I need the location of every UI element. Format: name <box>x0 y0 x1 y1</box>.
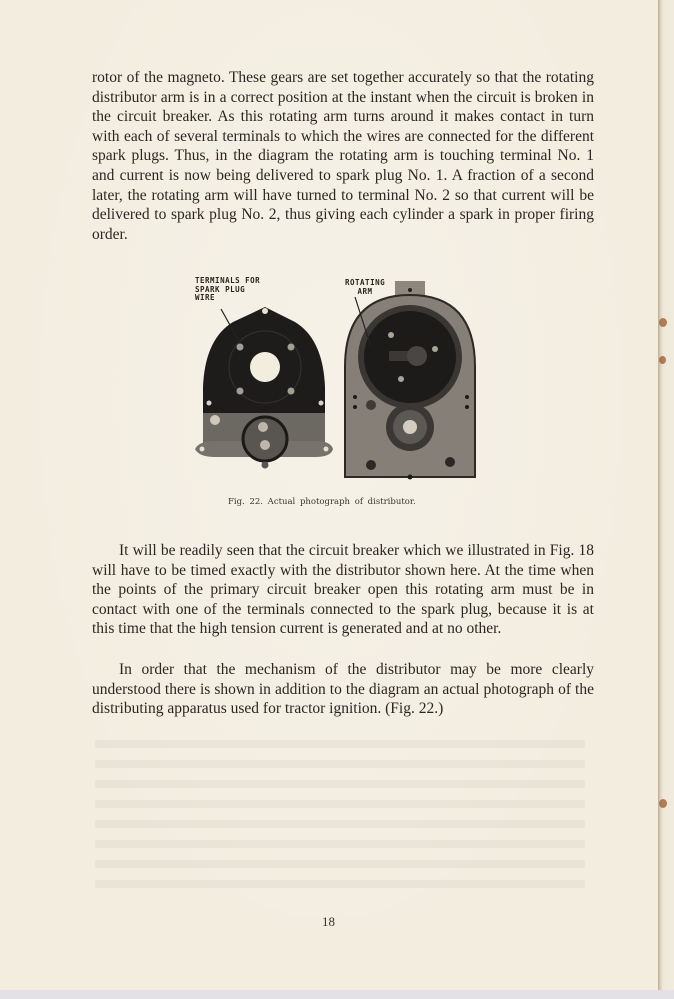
paragraph-mechanism <box>92 660 594 719</box>
rust-stain <box>659 356 666 364</box>
book-gutter <box>658 0 674 990</box>
rust-stain <box>659 318 667 327</box>
label-line: SPARK PLUG <box>195 284 246 294</box>
distributor-gear-housing <box>345 278 475 480</box>
scan-border <box>0 990 674 999</box>
label-line: TERMINALS FOR <box>195 276 261 285</box>
paragraph-text: In order that the mechanism of the distributor may be more clearly understood there is shown in addition to the diagram an actual photograph of the distributing apparatus used for tractor ignition. (Fig. 22.) <box>92 661 594 718</box>
paragraph-timing <box>92 541 594 639</box>
bleed-through-line <box>95 820 585 828</box>
label-line: ARM <box>357 286 373 296</box>
rust-stain <box>659 799 667 808</box>
paragraph-rotor-description <box>92 68 594 244</box>
figure-caption: Fig. 22. Actual photograph of distributor. <box>228 497 416 507</box>
bleed-through-line <box>95 800 585 808</box>
paragraph-text: rotor of the magneto. These gears are set together accurately so that the rotating distributor arm is in a correct position at the instant when the circuit is broken in the circuit breaker. As this rotating arm turns around it makes contact in turn with each of several terminals to which the wires are connected for the different spark plugs. Thus, in the diagram the rotating arm is touching terminal No. 1 and current is now being delivered to spark plug No. 1. A fraction of a second later, the rotating arm will have turned to terminal No. 2 so that current will be delivered to spark plug No. 2, thus giving each cylinder a spark in proper firing order. <box>92 69 594 243</box>
distributor-image <box>195 277 485 492</box>
label-line: ROTATING <box>345 278 386 287</box>
distributor-cap <box>195 307 333 469</box>
bleed-through-line <box>95 780 585 788</box>
bleed-through-line <box>95 860 585 868</box>
bleed-through-line <box>95 760 585 768</box>
bleed-through-line <box>95 880 585 888</box>
bleed-through-line <box>95 740 585 748</box>
distributor-photograph <box>195 277 485 492</box>
paragraph-text: It will be readily seen that the circuit breaker which we illustrated in Fig. 18 will have to be timed exactly with the distributor shown here. At the time when the points of the primary circuit breaker open this rotating arm must be in contact with one of the terminals connected to the spark plug, because it is at this time that the high tension current is generated and at no other. <box>92 542 594 638</box>
bleed-through-line <box>95 840 585 848</box>
page-number: 18 <box>322 914 335 929</box>
label-line: WIRE <box>195 293 216 302</box>
